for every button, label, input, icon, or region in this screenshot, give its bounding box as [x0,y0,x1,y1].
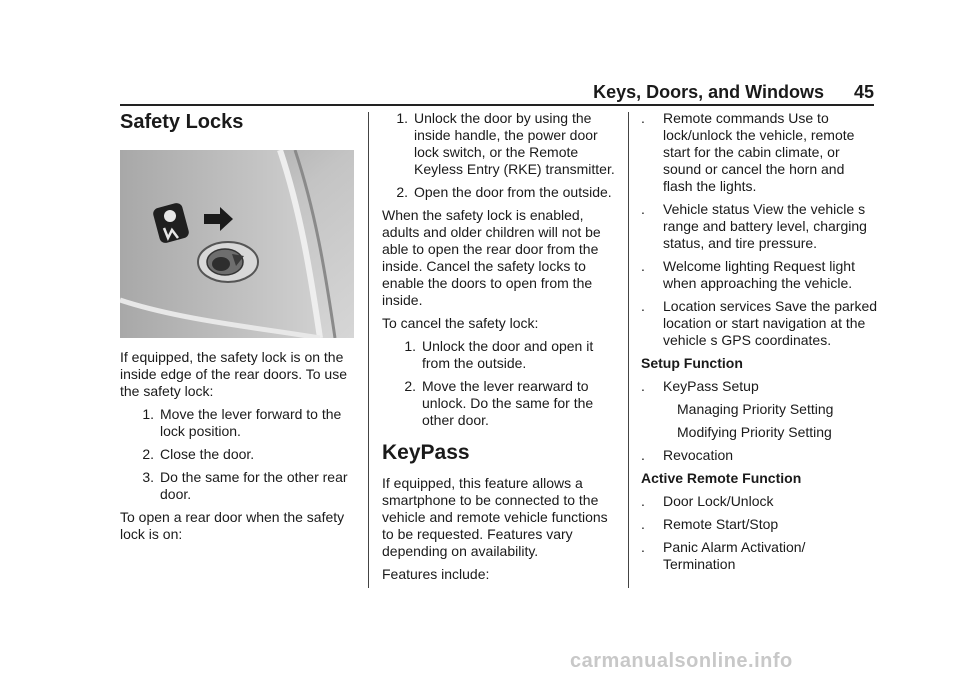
step-text: Unlock the door and open it from the outside. [422,338,594,371]
setup-function-heading: Setup Function [641,355,743,371]
feature-welcome-lighting [641,258,877,292]
safety-lock-enabled-note: When the safety lock is enabled, adults and older children will not be able to open the rear door from the inside. Cancel the safety locks to enable the doors to open from the inside. [382,207,601,308]
cancel-step-2 [382,378,618,429]
open-step-1 [382,110,618,178]
keypass-heading: KeyPass [382,441,470,464]
step-text: Unlock the door by using the inside handle, the power door lock switch, or the Remote Keyless Entry (RKE) transmitter. [414,110,615,177]
step-text: Move the lever rearward to unlock. Do the same for the other door. [422,378,594,428]
bullet-marker: . [641,447,645,463]
revocation-item [641,447,877,464]
bullet-text: Panic Alarm Activation/ Termination [663,539,806,572]
bullet-marker: . [641,493,645,509]
active-item [641,516,877,533]
page-header [0,82,874,103]
step-number: 1. [396,110,408,126]
keypass-intro: If equipped, this feature allows a smartphone to be connected to the vehicle and remote vehicle functions to be requested. Features vary depending on availability. [382,475,608,559]
safety-lock-image [120,150,354,338]
bullet-marker: . [641,539,645,555]
cancel-safety-lock-intro: To cancel the safety lock: [382,315,539,331]
bullet-text: KeyPass Setup [663,378,759,394]
step-number: 2. [396,184,408,200]
column-1 [120,110,356,549]
features-intro: Features include: [382,566,490,582]
bullet-marker: . [641,378,645,394]
column-3 [641,110,877,579]
page-number: 45 [853,82,874,102]
feature-remote-commands [641,110,877,195]
lock-step-2 [120,446,356,463]
bullet-marker: . [641,516,645,532]
column-divider-1 [368,112,369,588]
section-title: Keys, Doors, and Windows [593,82,824,102]
active-remote-function-heading: Active Remote Function [641,470,802,486]
step-number: 1. [142,406,154,422]
feature-vehicle-status [641,201,877,252]
bullet-text: Welcome lighting Request light when approaching the vehicle. [663,258,855,291]
step-text: Open the door from the outside. [414,184,612,200]
step-number: 2. [404,378,416,394]
bullet-text: Revocation [663,447,734,463]
bullet-text: Vehicle status View the vehicle s range and battery level, charging status, and tire pressure. [663,201,867,251]
safety-lock-intro: If equipped, the safety lock is on the inside edge of the rear doors. To use the safety lock: [120,349,348,399]
lock-step-3 [120,469,356,503]
feature-location-services [641,298,877,349]
bullet-text: Door Lock/Unlock [663,493,774,509]
bullet-marker: . [641,110,645,126]
bullet-marker: . [641,258,645,274]
active-item [641,539,877,573]
column-divider-2 [628,112,629,588]
step-number: 2. [142,446,154,462]
setup-item [641,378,877,395]
lock-step-1 [120,406,356,440]
step-number: 3. [142,469,154,485]
setup-sub-item: Modifying Priority Setting [677,424,832,440]
open-rear-door-intro: To open a rear door when the safety lock is on: [120,509,345,542]
bullet-text: Remote Start/Stop [663,516,779,532]
safety-locks-heading: Safety Locks [120,111,244,133]
cancel-step-1 [382,338,618,372]
bullet-marker: . [641,298,645,314]
step-number: 1. [404,338,416,354]
step-text: Do the same for the other rear door. [160,469,348,502]
watermark: carmanualsonline.info [570,650,793,672]
open-step-2 [382,184,618,201]
step-text: Close the door. [160,446,255,462]
active-item [641,493,877,510]
step-text: Move the lever forward to the lock position. [160,406,342,439]
header-rule [120,104,874,106]
bullet-marker: . [641,201,645,217]
column-2 [382,110,618,589]
setup-sub-item: Managing Priority Setting [677,401,834,417]
bullet-text: Remote commands Use to lock/unlock the vehicle, remote start for the cabin climate, or sound or cancel the horn and flash the lights. [663,110,855,194]
bullet-text: Location services Save the parked location or start navigation at the vehicle s GPS coordinates. [663,298,878,348]
